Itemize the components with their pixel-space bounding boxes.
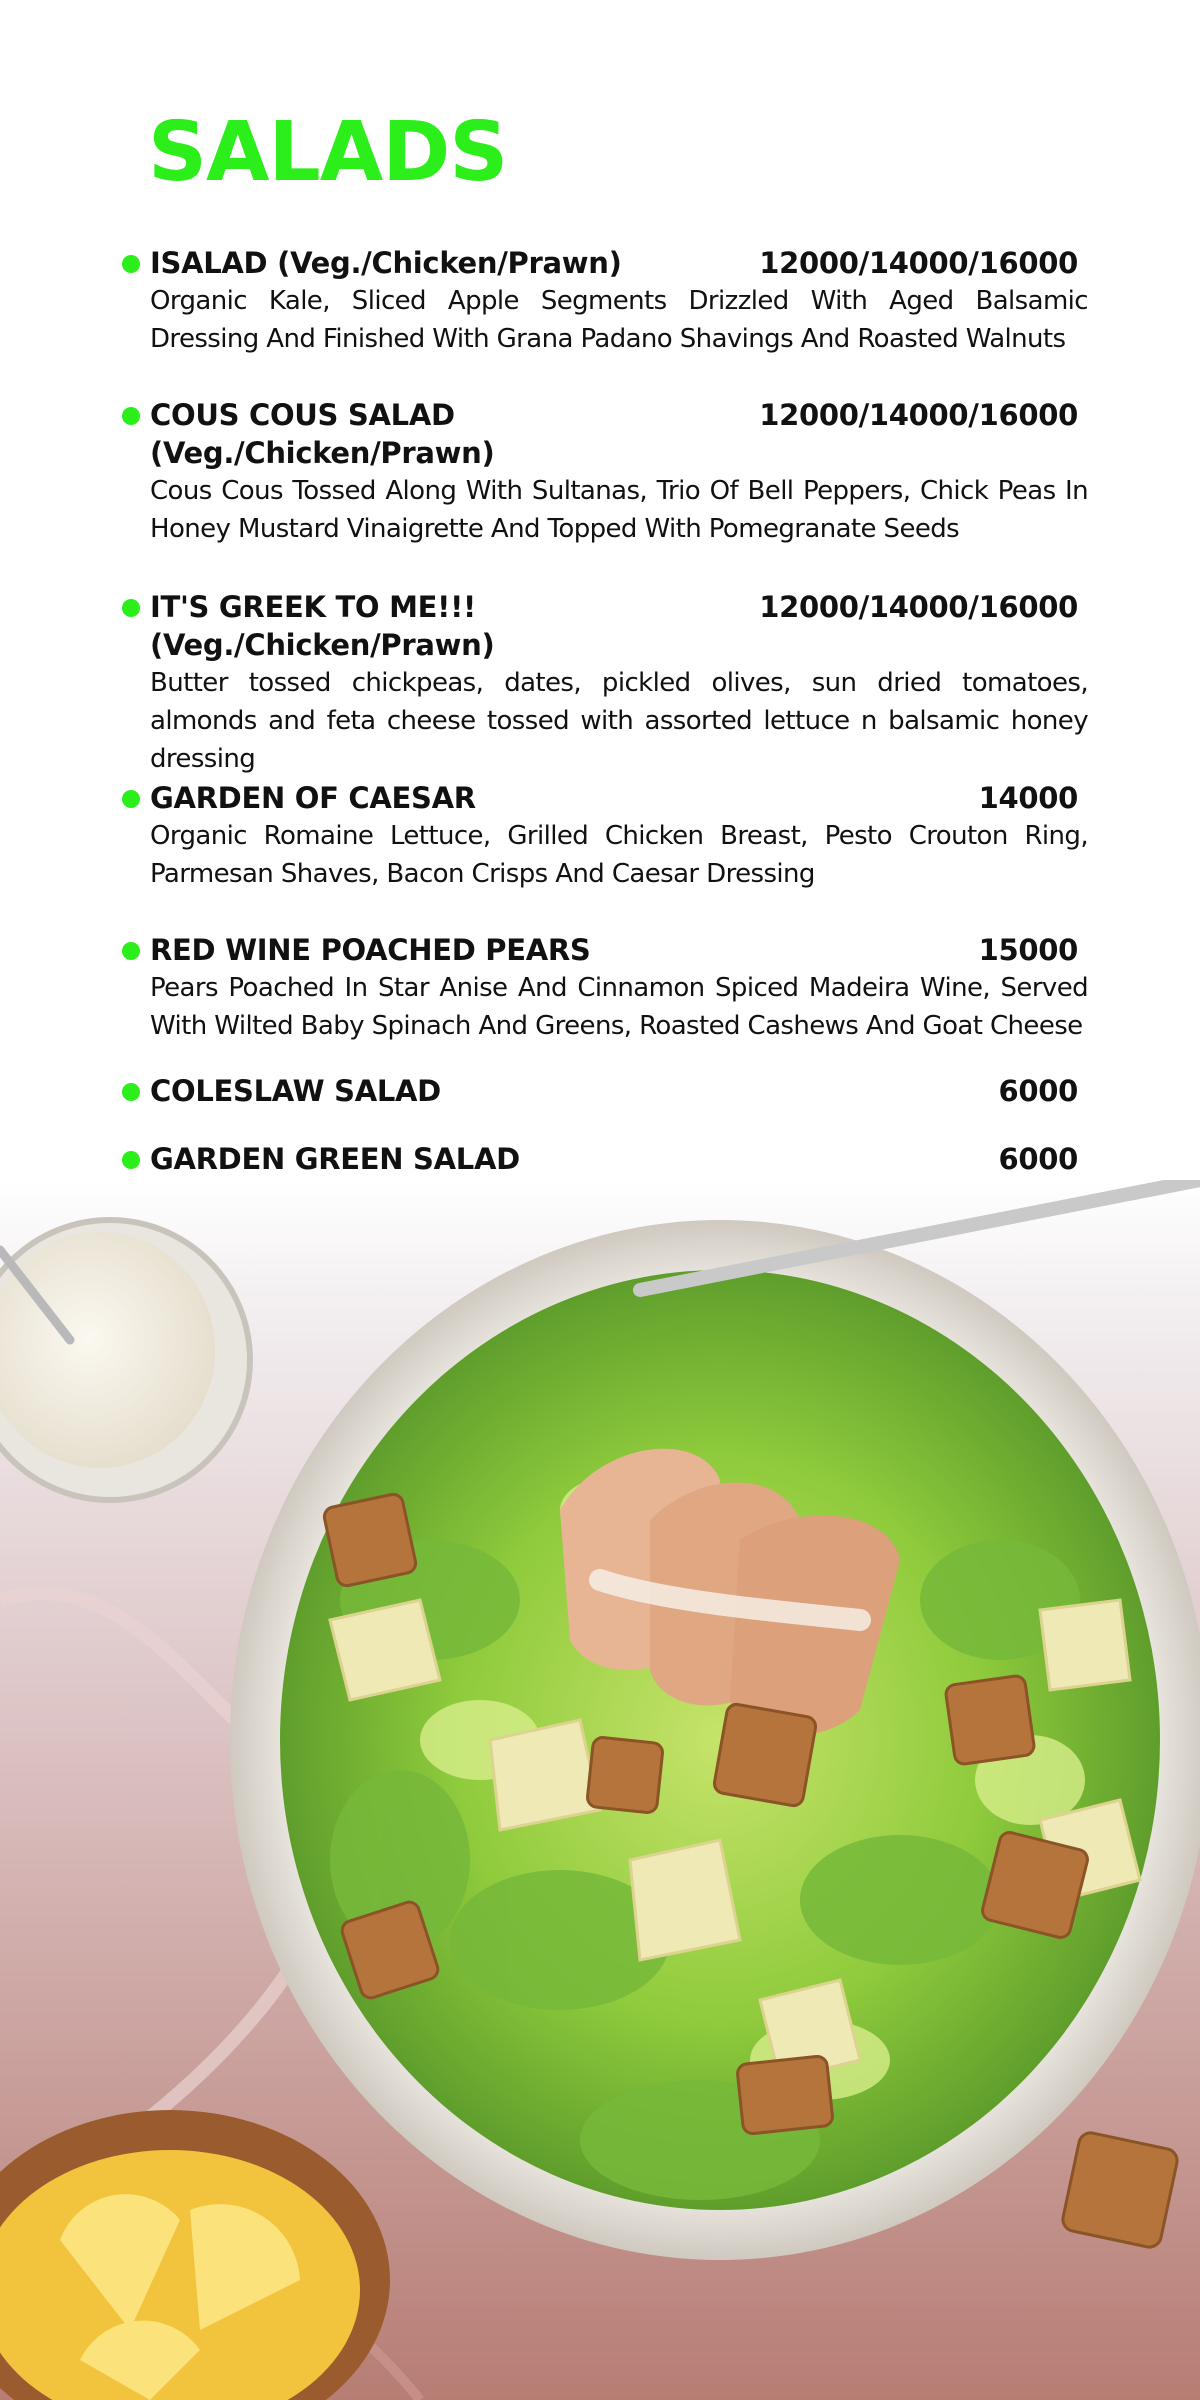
bullet-icon [122,255,140,273]
item-price: 6000 [998,1142,1078,1176]
item-description: Pears Poached In Star Anise And Cinnamon Spiced Madeira Wine, Served With Wilted Baby Spinach And Greens, Roasted Cashews And Goat Cheese [150,973,1088,1041]
bullet-icon [122,1151,140,1169]
bullet-icon [122,790,140,808]
page-title: SALADS [148,105,508,200]
bullet-icon [122,1083,140,1101]
item-price: 12000/14000/16000 [759,246,1078,280]
item-name: COUS COUS SALAD [150,398,455,432]
item-variant: (Veg./Chicken/Prawn) [150,628,495,662]
item-name: GARDEN OF CAESAR [150,781,476,815]
item-variant: (Veg./Chicken/Prawn) [150,436,495,470]
bullet-icon [122,407,140,425]
item-description: Organic Kale, Sliced Apple Segments Drizzled With Aged Balsamic Dressing And Finished With Grana Padano Shavings And Roasted Walnuts [150,286,1088,354]
caesar-salad-photo [0,1180,1200,2400]
bullet-icon [122,599,140,617]
item-description: Cous Cous Tossed Along With Sultanas, Trio Of Bell Peppers, Chick Peas In Honey Mustard Vinaigrette And Topped With Pomegranate Seeds [150,476,1088,544]
salad-illustration [0,1180,1200,2400]
item-price: 12000/14000/16000 [759,590,1078,624]
item-name: IT'S GREEK TO ME!!! [150,590,476,624]
item-name: ISALAD (Veg./Chicken/Prawn) [150,246,622,280]
item-description: Butter tossed chickpeas, dates, pickled olives, sun dried tomatoes, almonds and feta cheese tossed with assorted lettuce n balsamic honey dressing [150,668,1088,774]
item-name: RED WINE POACHED PEARS [150,933,591,967]
bullet-icon [122,942,140,960]
item-name: COLESLAW SALAD [150,1074,441,1108]
item-price: 6000 [998,1074,1078,1108]
item-description: Organic Romaine Lettuce, Grilled Chicken Breast, Pesto Crouton Ring, Parmesan Shaves, Bacon Crisps And Caesar Dressing [150,821,1088,889]
item-price: 15000 [978,933,1078,967]
item-price: 14000 [978,781,1078,815]
item-price: 12000/14000/16000 [759,398,1078,432]
item-name: GARDEN GREEN SALAD [150,1142,520,1176]
